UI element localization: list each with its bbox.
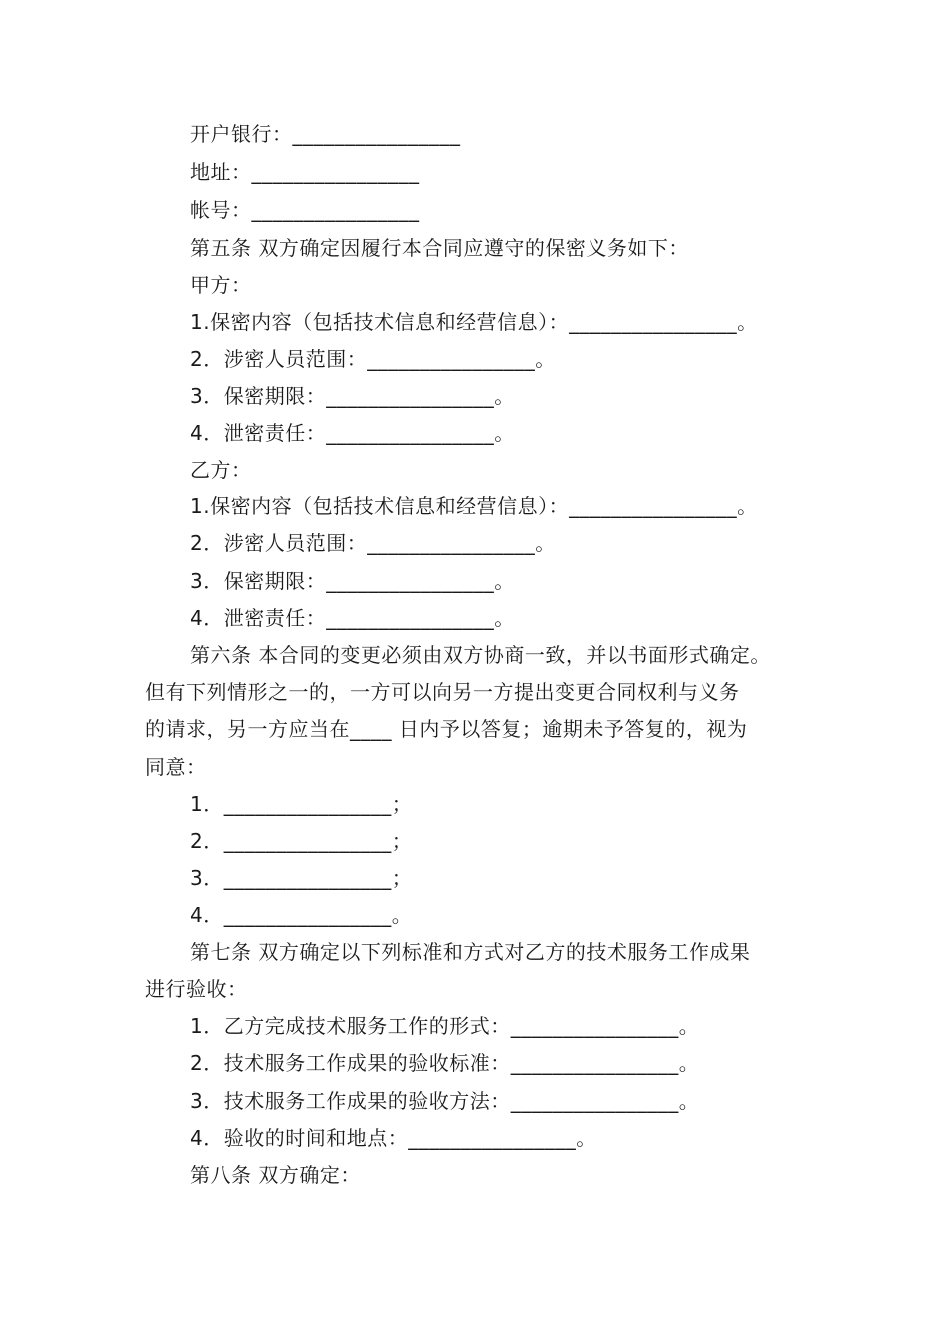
- account-line: 帐号：________________: [190, 198, 420, 222]
- article-8-heading: 第八条 双方确定：: [190, 1163, 361, 1187]
- party-b-item-4: 4．泄密责任：________________。: [190, 606, 515, 630]
- party-a-item-2: 2．涉密人员范围：________________。: [190, 347, 556, 371]
- article-6-item-2: 2．________________；: [190, 829, 413, 853]
- party-b-item-2: 2．涉密人员范围：________________。: [190, 531, 556, 555]
- article-7-item-1: 1．乙方完成技术服务工作的形式：________________。: [190, 1014, 700, 1038]
- article-6-item-1: 1．________________；: [190, 792, 413, 816]
- article-6-text-4: 同意：: [145, 755, 207, 779]
- article-7-item-3: 3．技术服务工作成果的验收方法：________________。: [190, 1089, 700, 1113]
- article-6-heading: 第六条 本合同的变更必须由双方协商一致，并以书面形式确定。: [190, 643, 771, 667]
- party-a-label: 甲方：: [190, 273, 252, 297]
- article-6-item-4: 4．________________。: [190, 903, 413, 927]
- article-6-text-3: 的请求，另一方应当在____ 日内予以答复；逾期未予答复的，视为: [145, 717, 748, 741]
- article-7-item-2: 2．技术服务工作成果的验收标准：________________。: [190, 1051, 700, 1075]
- party-b-label: 乙方：: [190, 458, 252, 482]
- party-a-item-3: 3．保密期限：________________。: [190, 384, 515, 408]
- article-7-heading: 第七条 双方确定以下列标准和方式对乙方的技术服务工作成果: [190, 940, 751, 964]
- party-a-item-1: 1.保密内容（包括技术信息和经营信息）：________________。: [190, 310, 758, 334]
- article-6-item-3: 3．________________；: [190, 866, 413, 890]
- article-7-item-4: 4．验收的时间和地点：________________。: [190, 1126, 597, 1150]
- bank-line: 开户银行：________________: [190, 122, 461, 146]
- article-6-text-2: 但有下列情形之一的，一方可以向另一方提出变更合同权利与义务: [145, 680, 740, 704]
- party-b-item-3: 3．保密期限：________________。: [190, 569, 515, 593]
- party-a-item-4: 4．泄密责任：________________。: [190, 421, 515, 445]
- party-b-item-1: 1.保密内容（包括技术信息和经营信息）：________________。: [190, 494, 758, 518]
- article-5-heading: 第五条 双方确定因履行本合同应遵守的保密义务如下：: [190, 236, 689, 260]
- address-line: 地址：________________: [190, 160, 420, 184]
- article-7-text-2: 进行验收：: [145, 977, 248, 1001]
